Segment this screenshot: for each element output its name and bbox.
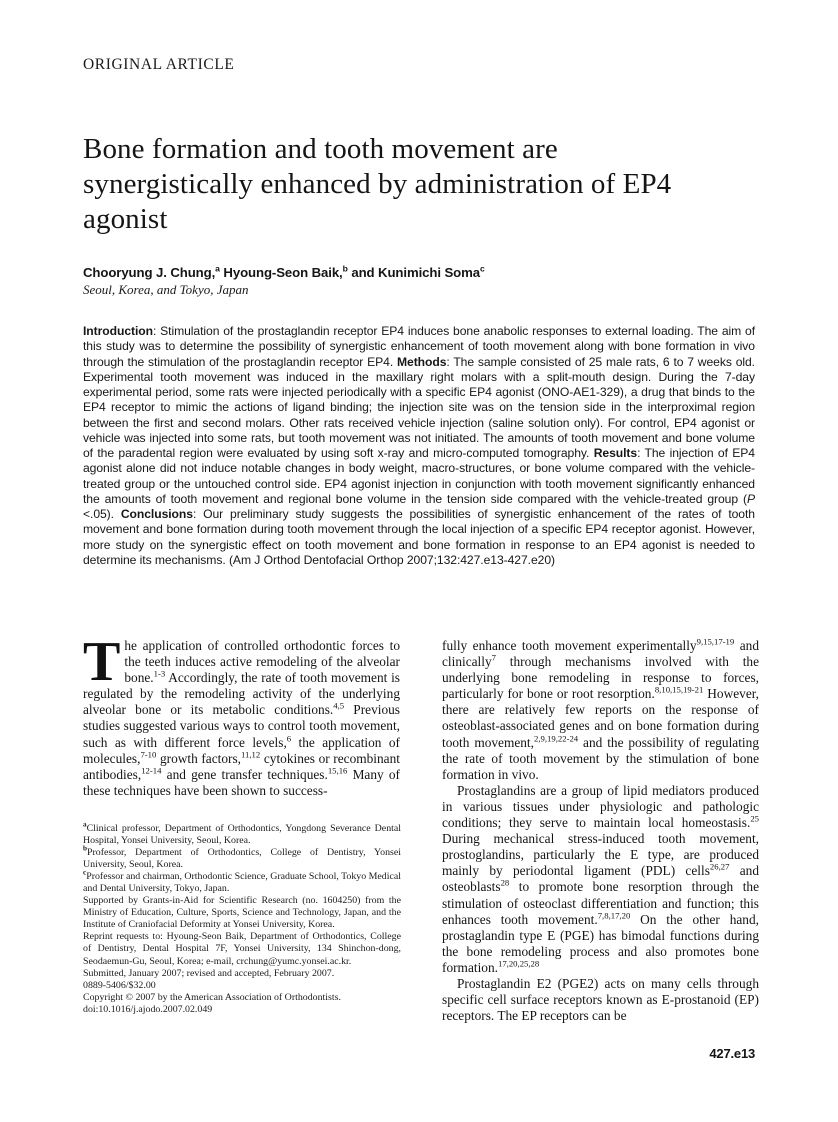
text-run: fully enhance tooth movement experimentally xyxy=(442,638,697,653)
footnote-b xyxy=(83,844,401,871)
citation-ref: 1-3 xyxy=(153,668,166,679)
citation-ref: 7 xyxy=(491,652,496,663)
text-run: Prostaglandins are a group of lipid mediators produced in various tissues under physiologic and pathologic conditions; they serve to maintain local homeostasis. xyxy=(442,782,759,831)
drop-cap: T xyxy=(83,631,121,693)
text-run: During mechanical stress-induced tooth movement, prostoglandins, particularly the E type, are produced mainly by periodontal ligament (PDL) cells xyxy=(442,831,759,879)
citation-ref: 17,20,25,28 xyxy=(497,958,540,969)
abstract-results-text: : The injection of EP4 agonist alone did not induce notable changes in body weight, macro-structures, or bone volume compared with the vehicle-treated group or the untouched control side. EP4 agonist injection in conjunction with tooth movement significantly enhanced the amounts of tooth movement and regional bone volume in the tension side compared with the vehicle-treated group ( xyxy=(83,446,755,506)
citation-ref: 26,27 xyxy=(709,861,730,872)
affiliation-cities: Seoul, Korea, and Tokyo, Japan xyxy=(83,282,249,297)
citation-ref: 12-14 xyxy=(141,765,162,776)
issn-price-note: 0889-5406/$32.00 xyxy=(83,979,156,991)
author-two-affil-mark: b xyxy=(342,263,348,274)
text-run: Previous studies suggested various ways to control tooth movement, such as with different force levels, xyxy=(83,702,400,750)
funding-note: Supported by Grants-in-Aid for Scientific Research (no. 1604250) from the Ministry of Education, Culture, Sports, Science and Technology, Japan, and the Institute of Craniofacial Deformity at Yonsei University, Korea. xyxy=(83,895,401,931)
page-number: 427.e13 xyxy=(709,1046,755,1061)
body-column-right xyxy=(442,638,759,1024)
author-one-affil-mark: a xyxy=(215,263,220,274)
author-list xyxy=(83,265,755,280)
abstract-p-value: <.05). xyxy=(83,507,121,521)
text-run: cytokines or recombinant antibodies, xyxy=(83,750,400,782)
abstract-introduction-text: : Stimulation of the prostaglandin receptor EP4 induces bone anabolic responses to external loading. The aim of this study was to determine the possibility of synergistic enhancement of tooth movement along with bone formation in vivo through the stimulation of the prostaglandin receptor EP4. xyxy=(83,324,755,369)
page-title: Bone formation and tooth movement are synergistically enhanced by administration of EP4 agonist xyxy=(83,133,672,235)
body-column-left xyxy=(83,631,400,799)
submission-dates-note: Submitted, January 2007; revised and accepted, February 2007. xyxy=(83,967,335,979)
footnotes-block xyxy=(83,820,401,1016)
paper-header-block xyxy=(83,56,755,568)
text-run: the application of molecules, xyxy=(83,734,400,766)
text-run: Many of these techniques have been shown to success- xyxy=(83,766,400,798)
citation-ref: 6 xyxy=(286,733,292,744)
text-run: growth factors, xyxy=(156,750,242,766)
text-run: and clinically xyxy=(442,638,759,670)
abstract-paragraph xyxy=(83,324,755,568)
citation-ref: 7,8,17,20 xyxy=(597,910,631,921)
citation-ref: 4,5 xyxy=(333,700,345,711)
citation-ref: 28 xyxy=(500,877,510,888)
abstract-label-conclusions: Conclusions xyxy=(120,507,193,521)
copyright-note: Copyright © 2007 by the American Association of Orthodontists. xyxy=(83,991,341,1003)
text-run: On the other hand, prostaglandin type E (PGE) has bimodal functions during the bone remodeling process and also promotes bone formation. xyxy=(442,911,759,975)
author-one: Chooryung J. Chung, xyxy=(83,265,216,280)
footnote-mark-c: c xyxy=(83,868,87,877)
citation-ref: 9,15,17-19 xyxy=(696,636,735,647)
author-two: Hyoung-Seon Baik, xyxy=(219,265,343,280)
abstract-label-results: Results xyxy=(593,446,638,460)
text-run: he application of controlled orthodontic forces to the teeth induces active remodeling of the alveolar bone. xyxy=(124,638,400,686)
citation-ref: 25 xyxy=(750,813,759,824)
footnote-a-text: Clinical professor, Department of Orthodontics, Yongdong Severance Dental Hospital, Yonsei University, Seoul, Korea. xyxy=(83,823,401,847)
paragraph xyxy=(442,638,759,783)
footnote-b-text: Professor, Department of Orthodontics, College of Dentistry, Yonsei University, Seoul, Korea. xyxy=(83,847,401,871)
doi-note: doi:10.1016/j.ajodo.2007.02.049 xyxy=(83,1003,213,1015)
text-run: and the possibility of regulating the rate of tooth movement by the stimulation of bone formation in vivo. xyxy=(442,734,759,782)
reprint-requests-note: Reprint requests to: Hyoung-Seon Baik, Department of Orthodontics, College of Dentistry, Dental Hospital 7F, Yonsei University, 134 Shinchon-dong, Seodaemun-Gu, Seoul, Korea; e-mail, crchung@yumc.yonsei.ac.kr. xyxy=(83,931,401,967)
abstract-methods-text: : The sample consisted of 25 male rats, 6 to 7 weeks old. Experimental tooth movement was induced in the maxillary right molars with a split-mouth design. During the 7-day experimental period, some rats were injected periodically with a specific EP4 agonist (ONO-AE1-329), a drug that binds to the EP4 receptor to mimic the actions of ligand binding; the injection site was on the tension side in the interproximal region between the first and second molars. Other rats received vehicle injection (saline solution only). For control, EP4 agonist or vehicle was injected into some rats, but tooth movement was not initiated. The amounts of tooth movement and bone volume of the paradental region were evaluated by using soft x-ray and micro-computed tomography. xyxy=(83,354,755,460)
footnote-mark-a: a xyxy=(83,820,87,829)
paragraph xyxy=(83,631,400,799)
citation-ref: 7-10 xyxy=(140,749,157,760)
author-three-affil-mark: c xyxy=(479,263,485,274)
abstract-label-methods: Methods xyxy=(396,354,447,369)
footnote-c xyxy=(83,868,401,895)
citation-ref: 2,9,19,22-24 xyxy=(533,733,579,744)
text-run: Accordingly, the rate of tooth movement is regulated by the remodeling activity of the underlying alveolar bone or its metabolic conditions. xyxy=(83,670,400,718)
footnote-c-text: Professor and chairman, Orthodontic Science, Graduate School, Tokyo Medical and Dental University, Tokyo, Japan. xyxy=(83,871,401,895)
article-type-label: ORIGINAL ARTICLE xyxy=(83,56,235,73)
paragraph xyxy=(442,783,759,976)
text-run: However, there are relatively few reports on the response of osteoblast-associated genes and on bone formation during tooth movement, xyxy=(442,686,760,750)
text-run: through mechanisms involved with the underlying bone remodeling in response to forces, particularly for bone or root resorption. xyxy=(442,654,759,702)
paragraph: Prostaglandin E2 (PGE2) acts on many cells through specific cell surface receptors known as E-prostanoid (EP) receptors. The EP receptors can be xyxy=(442,975,759,1024)
text-run: to promote bone resorption through the stimulation of osteoclast differentiation and function; this enhances tooth movement. xyxy=(442,879,759,927)
abstract-label-introduction: Introduction xyxy=(83,324,153,338)
abstract-p-symbol: P xyxy=(746,491,755,506)
footnote-mark-b: b xyxy=(83,844,87,853)
citation-ref: 11,12 xyxy=(241,749,261,760)
text-run: and gene transfer techniques. xyxy=(161,766,328,782)
citation-ref: 15,16 xyxy=(327,765,348,776)
footnote-a xyxy=(83,820,401,847)
citation-ref: 8,10,15,19-21 xyxy=(654,684,704,695)
text-run: and osteoblasts xyxy=(442,863,759,895)
author-three: and Kunimichi Soma xyxy=(347,265,480,280)
abstract-conclusions-text: : Our preliminary study suggests the possibilities of synergistic enhancement of the rates of tooth movement and bone formation during tooth movement through the local injection of a specific EP4 receptor agonist. However, more study on the synergistic effect on tooth movement and bone formation in response to an EP4 agonist is needed to determine its mechanisms. (Am J Orthod Dentofacial Orthop 2007;132:427.e13-427.e20) xyxy=(83,507,755,567)
